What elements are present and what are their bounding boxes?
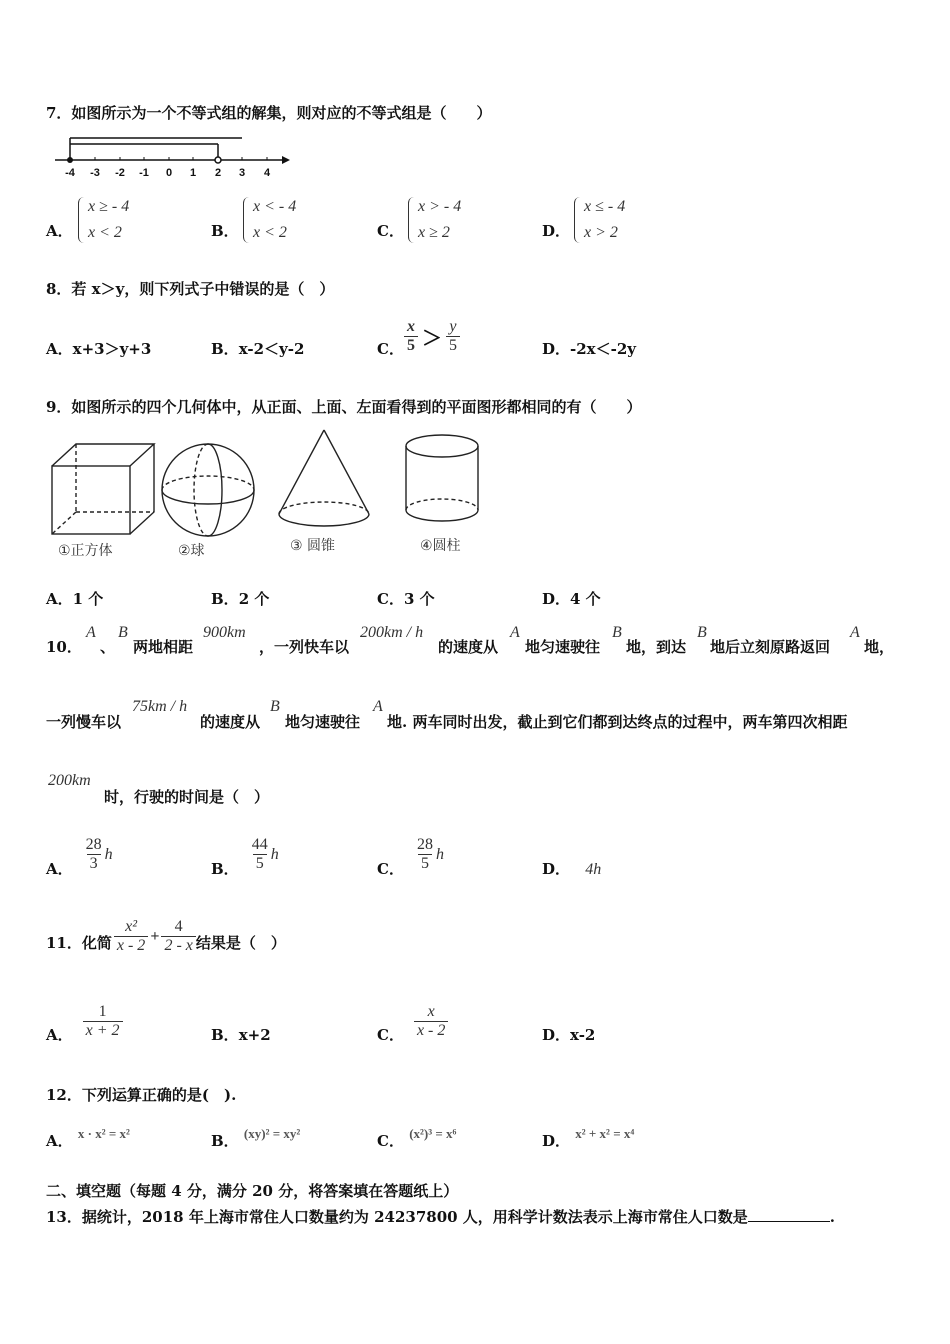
q12-option-d [542, 1126, 635, 1151]
q13-stem [46, 1206, 835, 1227]
q9-option-a [46, 588, 103, 609]
q9-option-b [211, 588, 269, 609]
unit: h [270, 845, 279, 863]
q10-text-4: 地匀速驶往 [525, 638, 601, 656]
q10-text-6: 地后立刻原路返回 [710, 638, 831, 656]
tick-label: -1 [139, 167, 149, 179]
frac-num: 28 [85, 836, 102, 853]
cube-figure [52, 444, 154, 534]
q11-suffix: 结果是（ ） [195, 934, 286, 952]
q7-option-b [243, 194, 296, 246]
option-text: (x²)³ = x⁶ [409, 1126, 457, 1141]
option-text: x+3＞y+3 [72, 340, 152, 358]
frac-den: 3 [87, 854, 101, 873]
option-line: x ≤ - 4 [584, 198, 626, 215]
solids-figure [46, 426, 486, 566]
q7-option-a-label: A． [46, 222, 73, 240]
option-label: A． [46, 590, 73, 608]
option-label: A． [46, 860, 73, 878]
option-text: 4 个 [570, 590, 601, 608]
option-label: D． [542, 1132, 571, 1150]
q8-option-d [542, 338, 636, 359]
tick-label: 4 [263, 167, 271, 179]
q8-stem: 8．若 x＞y，则下列式子中错误的是（ ） [46, 280, 335, 298]
option-label: C． [377, 590, 404, 608]
q7-option-c-label: C． [377, 222, 404, 240]
option-label: A． [46, 340, 73, 358]
separator: 、 [100, 638, 116, 656]
option-line: x < 2 [253, 224, 287, 241]
q7-option-a [78, 194, 129, 246]
q7-option-d-label: D． [542, 222, 571, 240]
option-text: x-2 [570, 1026, 596, 1044]
option-label: C． [377, 1132, 404, 1150]
q10-text-3: 的速度从 [438, 638, 499, 656]
q8-option-a [46, 338, 151, 359]
option-line: x ≥ - 4 [88, 198, 130, 215]
compare-symbol: ＞ [421, 326, 442, 350]
cone-figure [279, 430, 369, 526]
q8-option-c [377, 314, 460, 359]
option-text: (xy)² = xy² [243, 1126, 301, 1141]
tick-label: -4 [65, 167, 75, 179]
place-a: A [86, 624, 96, 641]
frac-num: 44 [251, 836, 268, 853]
tick-label: -3 [90, 167, 100, 179]
unit: h [435, 845, 444, 863]
q12-stem: 12．下列运算正确的是( ). [46, 1086, 237, 1104]
option-line: x < 2 [88, 224, 122, 241]
tick-label: 2 [214, 167, 222, 179]
option-label: B． [211, 590, 239, 608]
tick-label: -2 [115, 167, 125, 179]
option-text: x² + x² = x⁴ [575, 1126, 635, 1141]
option-label: C． [377, 860, 404, 878]
q9-stem: 9．如图所示的四个几何体中，从正面、上面、左面看得到的平面图形都相同的有（ ） [46, 398, 642, 416]
place-b: B [118, 624, 128, 641]
q10-text-1: 两地相距 [133, 638, 194, 656]
figure-label: ①正方体 [58, 543, 113, 559]
q11-option-b [211, 1024, 271, 1045]
option-line: x > 2 [584, 224, 618, 241]
q13-text: 13．据统计，2018 年上海市常住人口数量约为 24237800 人，用科学计数法表示上海市常住人口数是 [46, 1208, 748, 1226]
answer-blank[interactable] [748, 1207, 830, 1222]
q10-number: 10． [46, 638, 82, 656]
option-label: B． [211, 860, 239, 878]
frac-num: 4 [174, 918, 183, 935]
place-a: A [850, 624, 860, 641]
q8-option-b [211, 338, 304, 359]
q10-option-c [377, 830, 444, 879]
q10-line3: 时，行驶的时间是（ ） [104, 788, 270, 806]
option-label: B． [211, 1132, 239, 1150]
q12-option-b [211, 1126, 301, 1151]
option-line: x > - 4 [418, 198, 462, 215]
section-heading: 二、填空题（每题 4 分，满分 20 分，将答案填在答题纸上） [46, 1182, 459, 1200]
frac-den: x + 2 [83, 1021, 123, 1040]
q10-text-7: 地， [864, 638, 895, 656]
tick-label: 1 [189, 167, 197, 179]
q12-option-a [46, 1126, 130, 1151]
place-b: B [612, 624, 622, 641]
plus-sign: + [150, 927, 160, 945]
option-text: x-2＜y-2 [238, 340, 305, 358]
option-text: -2x＜-2y [570, 340, 636, 358]
frac-num: x [406, 318, 415, 335]
q11-option-a [46, 998, 123, 1045]
q10-line2-d: 地. 两车同时出发，截止到它们都到达终点的过程中，两车第四次相距 [387, 713, 848, 731]
option-label: D． [542, 340, 571, 358]
figure-label: ③ 圆锥 [290, 538, 336, 554]
option-label: A． [46, 1132, 73, 1150]
tick-label: 0 [165, 167, 173, 179]
q10-option-d [542, 858, 601, 879]
q10-text-5: 地，到达 [626, 638, 687, 656]
q11-stem [46, 918, 286, 955]
frac-den: 5 [253, 854, 267, 873]
figure-label: ②球 [178, 543, 205, 559]
q7-option-d [574, 194, 625, 246]
place-a: A [373, 698, 383, 715]
q11-prefix: 11．化简 [46, 934, 112, 952]
figure-label: ④圆柱 [420, 538, 461, 554]
frac-num: 1 [98, 1003, 107, 1020]
speed-200: 200km / h [360, 624, 424, 641]
frac-den: 2 - x [161, 936, 195, 955]
number-line-figure [50, 134, 290, 180]
option-text: x · x² = x² [77, 1126, 130, 1141]
distance-900: 900km [203, 624, 246, 641]
option-label: A． [46, 1026, 73, 1044]
q10-option-b [211, 830, 279, 879]
frac-num: y [449, 318, 457, 335]
place-a: A [510, 624, 520, 641]
q12-option-c [377, 1126, 457, 1151]
q9-option-c [377, 588, 435, 609]
frac-den: 5 [446, 336, 460, 355]
frac-num: 28 [416, 836, 433, 853]
q10-line2-b: 的速度从 [200, 713, 261, 731]
option-label: B． [211, 340, 239, 358]
q10-line2-a: 一列慢车以 [46, 713, 122, 731]
frac-den: 5 [418, 854, 432, 873]
option-text: 1 个 [72, 590, 104, 608]
q11-option-d [542, 1024, 595, 1045]
speed-75: 75km / h [132, 698, 188, 715]
option-label: C． [377, 340, 404, 358]
sphere-figure [162, 444, 254, 536]
frac-den: x - 2 [414, 1021, 448, 1040]
q7-option-c [408, 194, 461, 246]
option-label: C． [377, 1026, 404, 1044]
option-label: B． [211, 1026, 239, 1044]
unit: h [104, 845, 113, 863]
frac-num: x² [125, 918, 138, 935]
q11-option-c [377, 998, 448, 1045]
cylinder-figure [406, 435, 478, 521]
tick-label: 3 [238, 167, 246, 179]
q7-option-b-label: B． [211, 222, 239, 240]
place-b: B [270, 698, 280, 715]
q10-text-2: ，一列快车以 [259, 638, 350, 656]
option-line: x < - 4 [253, 198, 297, 215]
place-b: B [697, 624, 707, 641]
option-label: D． [542, 1026, 571, 1044]
q9-option-d [542, 588, 601, 609]
option-line: x ≥ 2 [418, 224, 450, 241]
q10-line2-c: 地匀速驶往 [285, 713, 361, 731]
frac-den: 5 [404, 336, 418, 355]
q13-end: . [829, 1208, 836, 1226]
option-label: D． [542, 590, 571, 608]
q10-option-a [46, 830, 113, 879]
distance-200: 200km [48, 772, 91, 789]
option-text: 3 个 [403, 590, 435, 608]
option-text: 4h [585, 861, 602, 878]
frac-num: x [427, 1003, 435, 1020]
q7-stem: 7．如图所示为一个不等式组的解集，则对应的不等式组是（ ） [46, 104, 492, 122]
option-text: x+2 [238, 1026, 271, 1044]
option-label: D． [542, 860, 571, 878]
option-text: 2 个 [238, 590, 270, 608]
frac-den: x - 2 [114, 936, 148, 955]
